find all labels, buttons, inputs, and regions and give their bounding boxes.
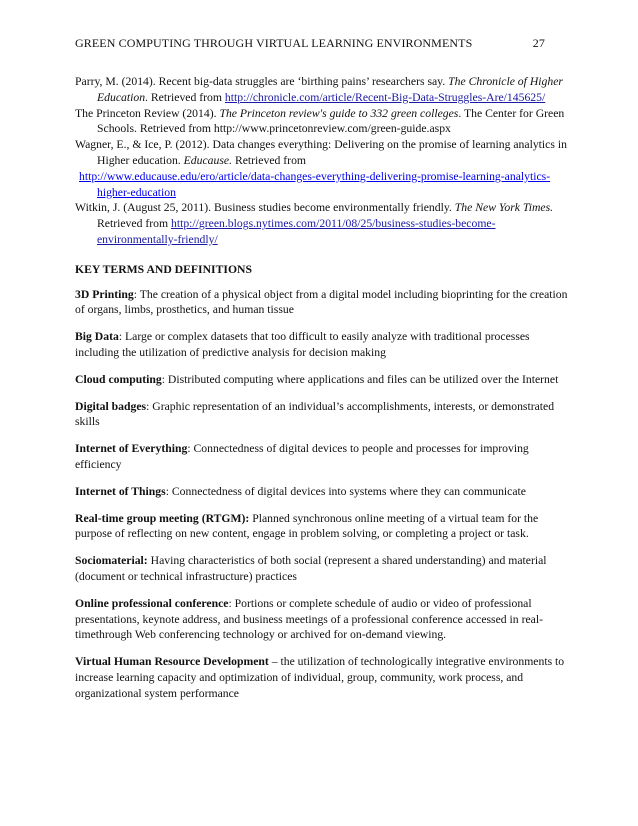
term-text: Portions or complete schedule of audio or video of professional presentations, keynote address, and business meetings of a professional conference accessed in real-timethrough Web conferencing technology or archived for on-demand viewing. — [75, 596, 543, 642]
term-definition — [75, 372, 570, 388]
reference-text: Retrieved from — [232, 153, 307, 167]
term-separator: : — [161, 372, 168, 386]
term-text: the utilization of technologically integrative environments to increase learning capacity and optimization of individual, group, community, work process, and organizational system performance — [75, 655, 565, 700]
term-name: Digital badges — [75, 399, 147, 413]
term-definition — [75, 553, 570, 585]
term-text: Connectedness of digital devices to people and processes for improving efficiency — [75, 442, 529, 471]
page-number: 27 — [532, 36, 545, 50]
reference-source: The Chronicle of Higher Education — [97, 75, 563, 104]
running-header — [75, 36, 545, 51]
reference-entry — [75, 74, 570, 106]
reference-url: http://www.princetonreview.com/green-guide.aspx — [213, 122, 451, 136]
reference-text: The Princeton Review (2014). — [75, 106, 220, 120]
term-text: Having characteristics of both social (represent a shared understanding) and material (document or technical infrastructure) practices — [75, 554, 547, 583]
term-name: Virtual Human Resource Development — [75, 655, 269, 669]
term-name: Internet of Things — [75, 484, 166, 498]
term-text: Distributed computing where applications and files can be utilized over the Internet — [167, 372, 559, 386]
term-text: The creation of a physical object from a digital model including bioprinting for the creation of organs, limbs, prosthetics, and human tissue — [75, 287, 568, 317]
reference-text: Witkin, J. (August 25, 2011). Business studies become environmentally friendly. — [75, 201, 455, 215]
reference-source: The Princeton review's guide to 332 green colleges — [219, 106, 459, 120]
term-definition — [75, 484, 570, 500]
reference-text: . Retrieved from — [145, 90, 225, 104]
term-text: Large or complex datasets that too difficult to easily analyze with traditional processes including the utilization of predictive analysis for decision making — [75, 330, 530, 359]
term-definition — [75, 399, 570, 431]
page-content — [75, 74, 570, 713]
term-separator: : — [146, 399, 153, 413]
term-separator: – — [268, 655, 281, 669]
term-separator: : — [118, 330, 125, 344]
term-name: Internet of Everything — [75, 442, 188, 456]
reference-link[interactable]: http://chronicle.com/article/Recent-Big-Data-Struggles-Are/145625/ — [224, 90, 546, 104]
reference-entry — [75, 200, 570, 247]
reference-text: Retrieved from — [97, 217, 171, 231]
reference-text: Wagner, E., & Ice, P. (2012). Data changes everything: Delivering on the promise of learning analytics in Higher education. — [75, 138, 567, 167]
term-definition — [75, 511, 570, 543]
reference-entry — [75, 106, 570, 138]
term-name: Online professional conference — [75, 596, 229, 610]
term-definition — [75, 654, 570, 701]
term-definition — [75, 441, 570, 473]
term-definition — [75, 329, 570, 361]
reference-entry — [75, 137, 570, 169]
reference-link[interactable]: http://www.educause.edu/ero/article/data-changes-everything-delivering-promise-learning-analytics-higher-education — [79, 169, 551, 199]
reference-url-block — [79, 169, 570, 201]
term-text: Graphic representation of an individual’s accomplishments, interests, or demonstrated skills — [75, 399, 555, 429]
term-definition — [75, 287, 570, 319]
section-title: KEY TERMS AND DEFINITIONS — [75, 262, 252, 276]
term-text: Planned synchronous online meeting of a virtual team for the purpose of reflecting on new content, engage in problem solving, or completing a project or task. — [75, 511, 539, 541]
term-name: 3D Printing — [75, 287, 134, 301]
term-separator: : — [133, 287, 140, 301]
term-separator: : — [187, 442, 194, 456]
reference-link[interactable]: http://green.blogs.nytimes.com/2011/08/25/business-studies-become-environmentally-friendly/ — [97, 217, 496, 246]
reference-source: Educause. — [183, 153, 233, 167]
term-name: Cloud computing — [75, 372, 162, 386]
reference-source: The New York Times. — [454, 201, 554, 215]
term-name: Big Data — [75, 330, 119, 344]
reference-text: . The Center for Green Schools. Retrieved from — [97, 106, 565, 136]
term-separator: : — [228, 596, 235, 610]
running-title: GREEN COMPUTING THROUGH VIRTUAL LEARNING ENVIRONMENTS — [75, 36, 473, 50]
reference-text: Parry, M. (2014). Recent big-data struggles are ‘birthing pains’ researchers say. — [75, 75, 449, 88]
term-text: Connectedness of digital devices into systems where they can communicate — [171, 484, 526, 498]
term-separator: : — [165, 484, 172, 498]
term-name: Real-time group meeting (RTGM): — [75, 511, 250, 525]
term-definition — [75, 596, 570, 643]
term-name: Sociomaterial: — [75, 554, 148, 568]
